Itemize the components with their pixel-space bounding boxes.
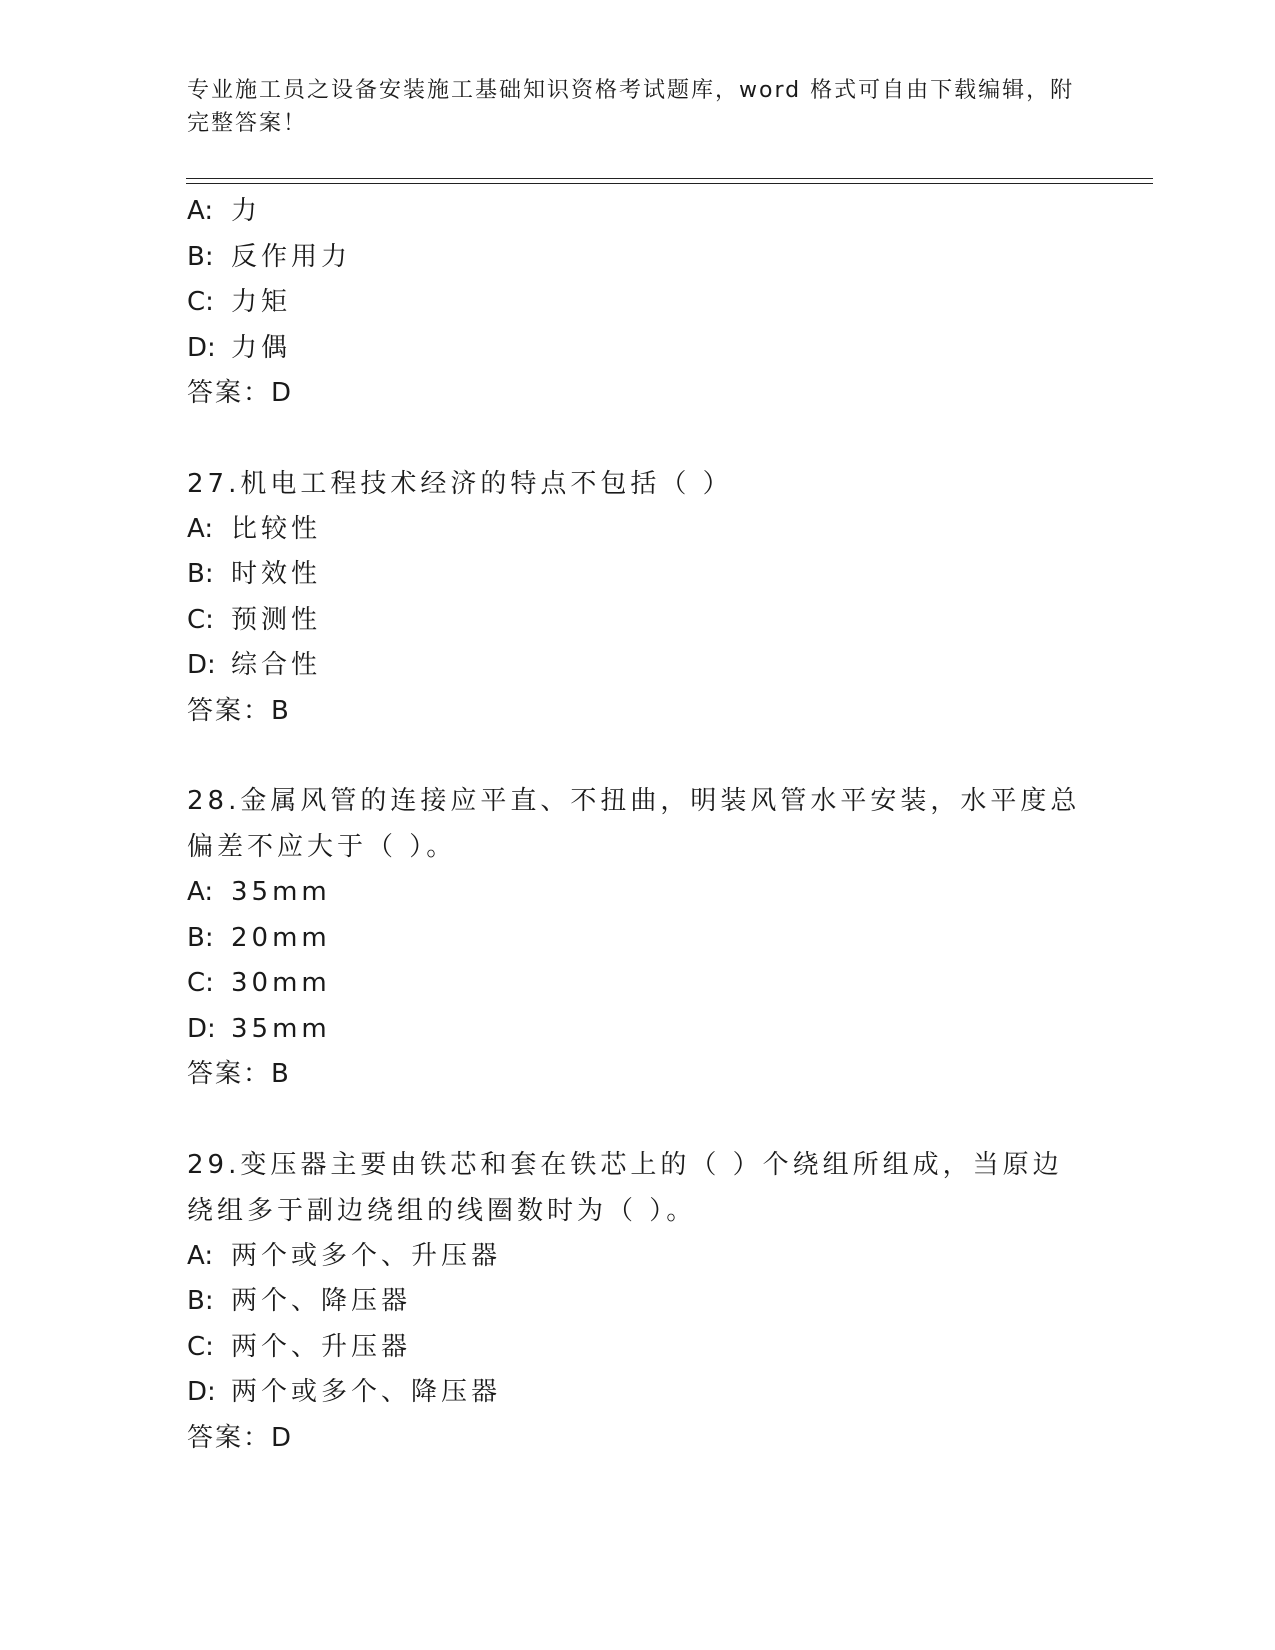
question-block-29 [187,1142,1087,1462]
option-letter: D: [187,332,216,363]
header-divider-top [186,178,1153,179]
option-text: 两个、升压器 [231,1331,412,1362]
question-list [187,189,1087,1461]
option-text: 比较性 [231,513,322,544]
header-divider-bottom [186,183,1153,184]
option-letter: C: [187,604,214,635]
option-text: 反作用力 [231,241,352,272]
option-letter: A: [187,513,214,544]
question-block-28 [187,778,1087,1098]
option-text: 力 [231,196,262,226]
option-b [187,235,1087,281]
option-text: 35mm [231,877,331,907]
option-text: 力矩 [231,287,292,317]
option-c [187,280,1087,326]
option-letter: B: [187,1286,214,1316]
answer-label: 答案： [187,378,272,408]
answer-label: 答案： [187,1422,272,1453]
option-c [187,961,1087,1007]
answer-value: B [271,695,289,726]
option-text: 预测性 [231,604,322,635]
option-b [187,916,1087,962]
option-letter: C: [187,968,214,998]
option-text: 两个或多个、降压器 [231,1377,502,1407]
answer-value: D [271,1422,292,1453]
question-block-26 [187,189,1087,417]
option-letter: C: [187,287,214,317]
option-a [187,189,1087,235]
option-c [187,1325,1087,1371]
option-letter: A: [187,1240,214,1271]
answer-label: 答案： [187,695,272,726]
answer-label: 答案： [187,1059,272,1089]
option-letter: D: [187,1377,216,1407]
option-b [187,1279,1087,1325]
option-letter: C: [187,1331,214,1362]
option-text: 力偶 [231,332,292,363]
question-stem: 29.变压器主要由铁芯和套在铁芯上的（ ）个绕组所组成，当原边绕组多于副边绕组的线圈数时为（ ）。 [187,1149,1063,1226]
answer-line [187,689,1087,735]
option-letter: B: [187,922,214,953]
option-letter: A: [187,196,214,226]
option-text: 两个或多个、升压器 [231,1240,502,1271]
question-stem: 28.金属风管的连接应平直、不扭曲，明装风管水平安装，水平度总偏差不应大于（ ）。 [187,786,1081,862]
option-a [187,870,1087,916]
option-letter: B: [187,559,214,589]
option-d [187,1007,1087,1053]
question-stem: 27.机电工程技术经济的特点不包括（ ） [187,468,733,499]
answer-line [187,1052,1087,1098]
option-text: 综合性 [231,650,322,680]
document-header: 专业施工员之设备安装施工基础知识资格考试题库，word 格式可自由下载编辑，附完整答案！ [187,78,1075,136]
option-letter: D: [187,650,216,680]
option-letter: D: [187,1013,216,1044]
option-text: 时效性 [231,559,322,589]
option-c [187,598,1087,644]
option-a [187,507,1087,553]
option-letter: A: [187,877,214,907]
option-letter: B: [187,241,214,272]
option-text: 20mm [231,922,331,953]
answer-line [187,1416,1087,1462]
option-text: 两个、降压器 [231,1286,412,1316]
answer-value: D [271,378,292,408]
option-d [187,1370,1087,1416]
question-block-27 [187,461,1087,735]
option-text: 30mm [231,968,331,998]
answer-line [187,371,1087,417]
answer-value: B [271,1059,289,1089]
option-b [187,552,1087,598]
option-d [187,326,1087,372]
option-a [187,1234,1087,1280]
option-text: 35mm [231,1013,331,1044]
option-d [187,643,1087,689]
